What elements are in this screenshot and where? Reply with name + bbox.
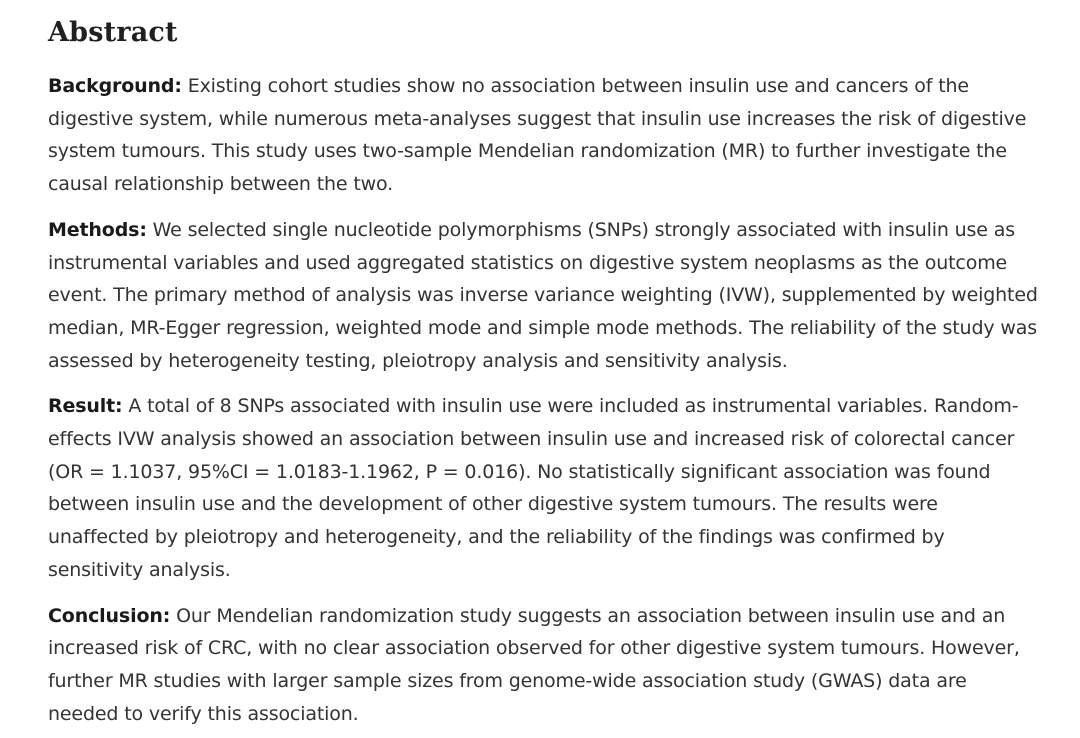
methods-text: We selected single nucleotide polymorphisms (SNPs) strongly associated with insulin use as instrumental variables and used aggregated statistics on digestive system neoplasms as the outcome event. The primary method of analysis was inverse variance weighting (IVW), supplemented by weighted median, MR-Egger regression, weighted mode and simple mode methods. The reliability of the study was assessed by heterogeneity testing, pleiotropy analysis and sensitivity analysis. — [48, 218, 1038, 372]
methods-label: Methods: — [48, 218, 147, 241]
methods-paragraph — [48, 214, 1040, 378]
conclusion-paragraph — [48, 600, 1040, 731]
result-text: A total of 8 SNPs associated with insulin use were included as instrumental variables. Random-effects IVW analysis showed an association between insulin use and increased risk of colorectal cancer (OR = 1.1037, 95%CI = 1.0183-1.1962, P = 0.016). No statistically significant association was found between insulin use and the development of other digestive system tumours. The results were unaffected by pleiotropy and heterogeneity, and the reliability of the findings was confirmed by sensitivity analysis. — [48, 395, 1019, 581]
background-paragraph — [48, 70, 1040, 201]
result-label: Result: — [48, 395, 123, 418]
background-text: Existing cohort studies show no association between insulin use and cancers of the digestive system, while numerous meta-analyses suggest that insulin use increases the risk of digestive system tumours. This study uses two-sample Mendelian randomization (MR) to further investigate the causal relationship between the two. — [48, 75, 1027, 196]
conclusion-text: Our Mendelian randomization study suggests an association between insulin use and an increased risk of CRC, with no clear association observed for other digestive system tumours. However, further MR studies with larger sample sizes from genome-wide association study (GWAS) data are needed to verify this association. — [48, 604, 1020, 725]
abstract-heading: Abstract — [48, 17, 178, 48]
background-label: Background: — [48, 75, 182, 97]
conclusion-label: Conclusion: — [48, 604, 171, 627]
result-paragraph — [48, 390, 1040, 586]
